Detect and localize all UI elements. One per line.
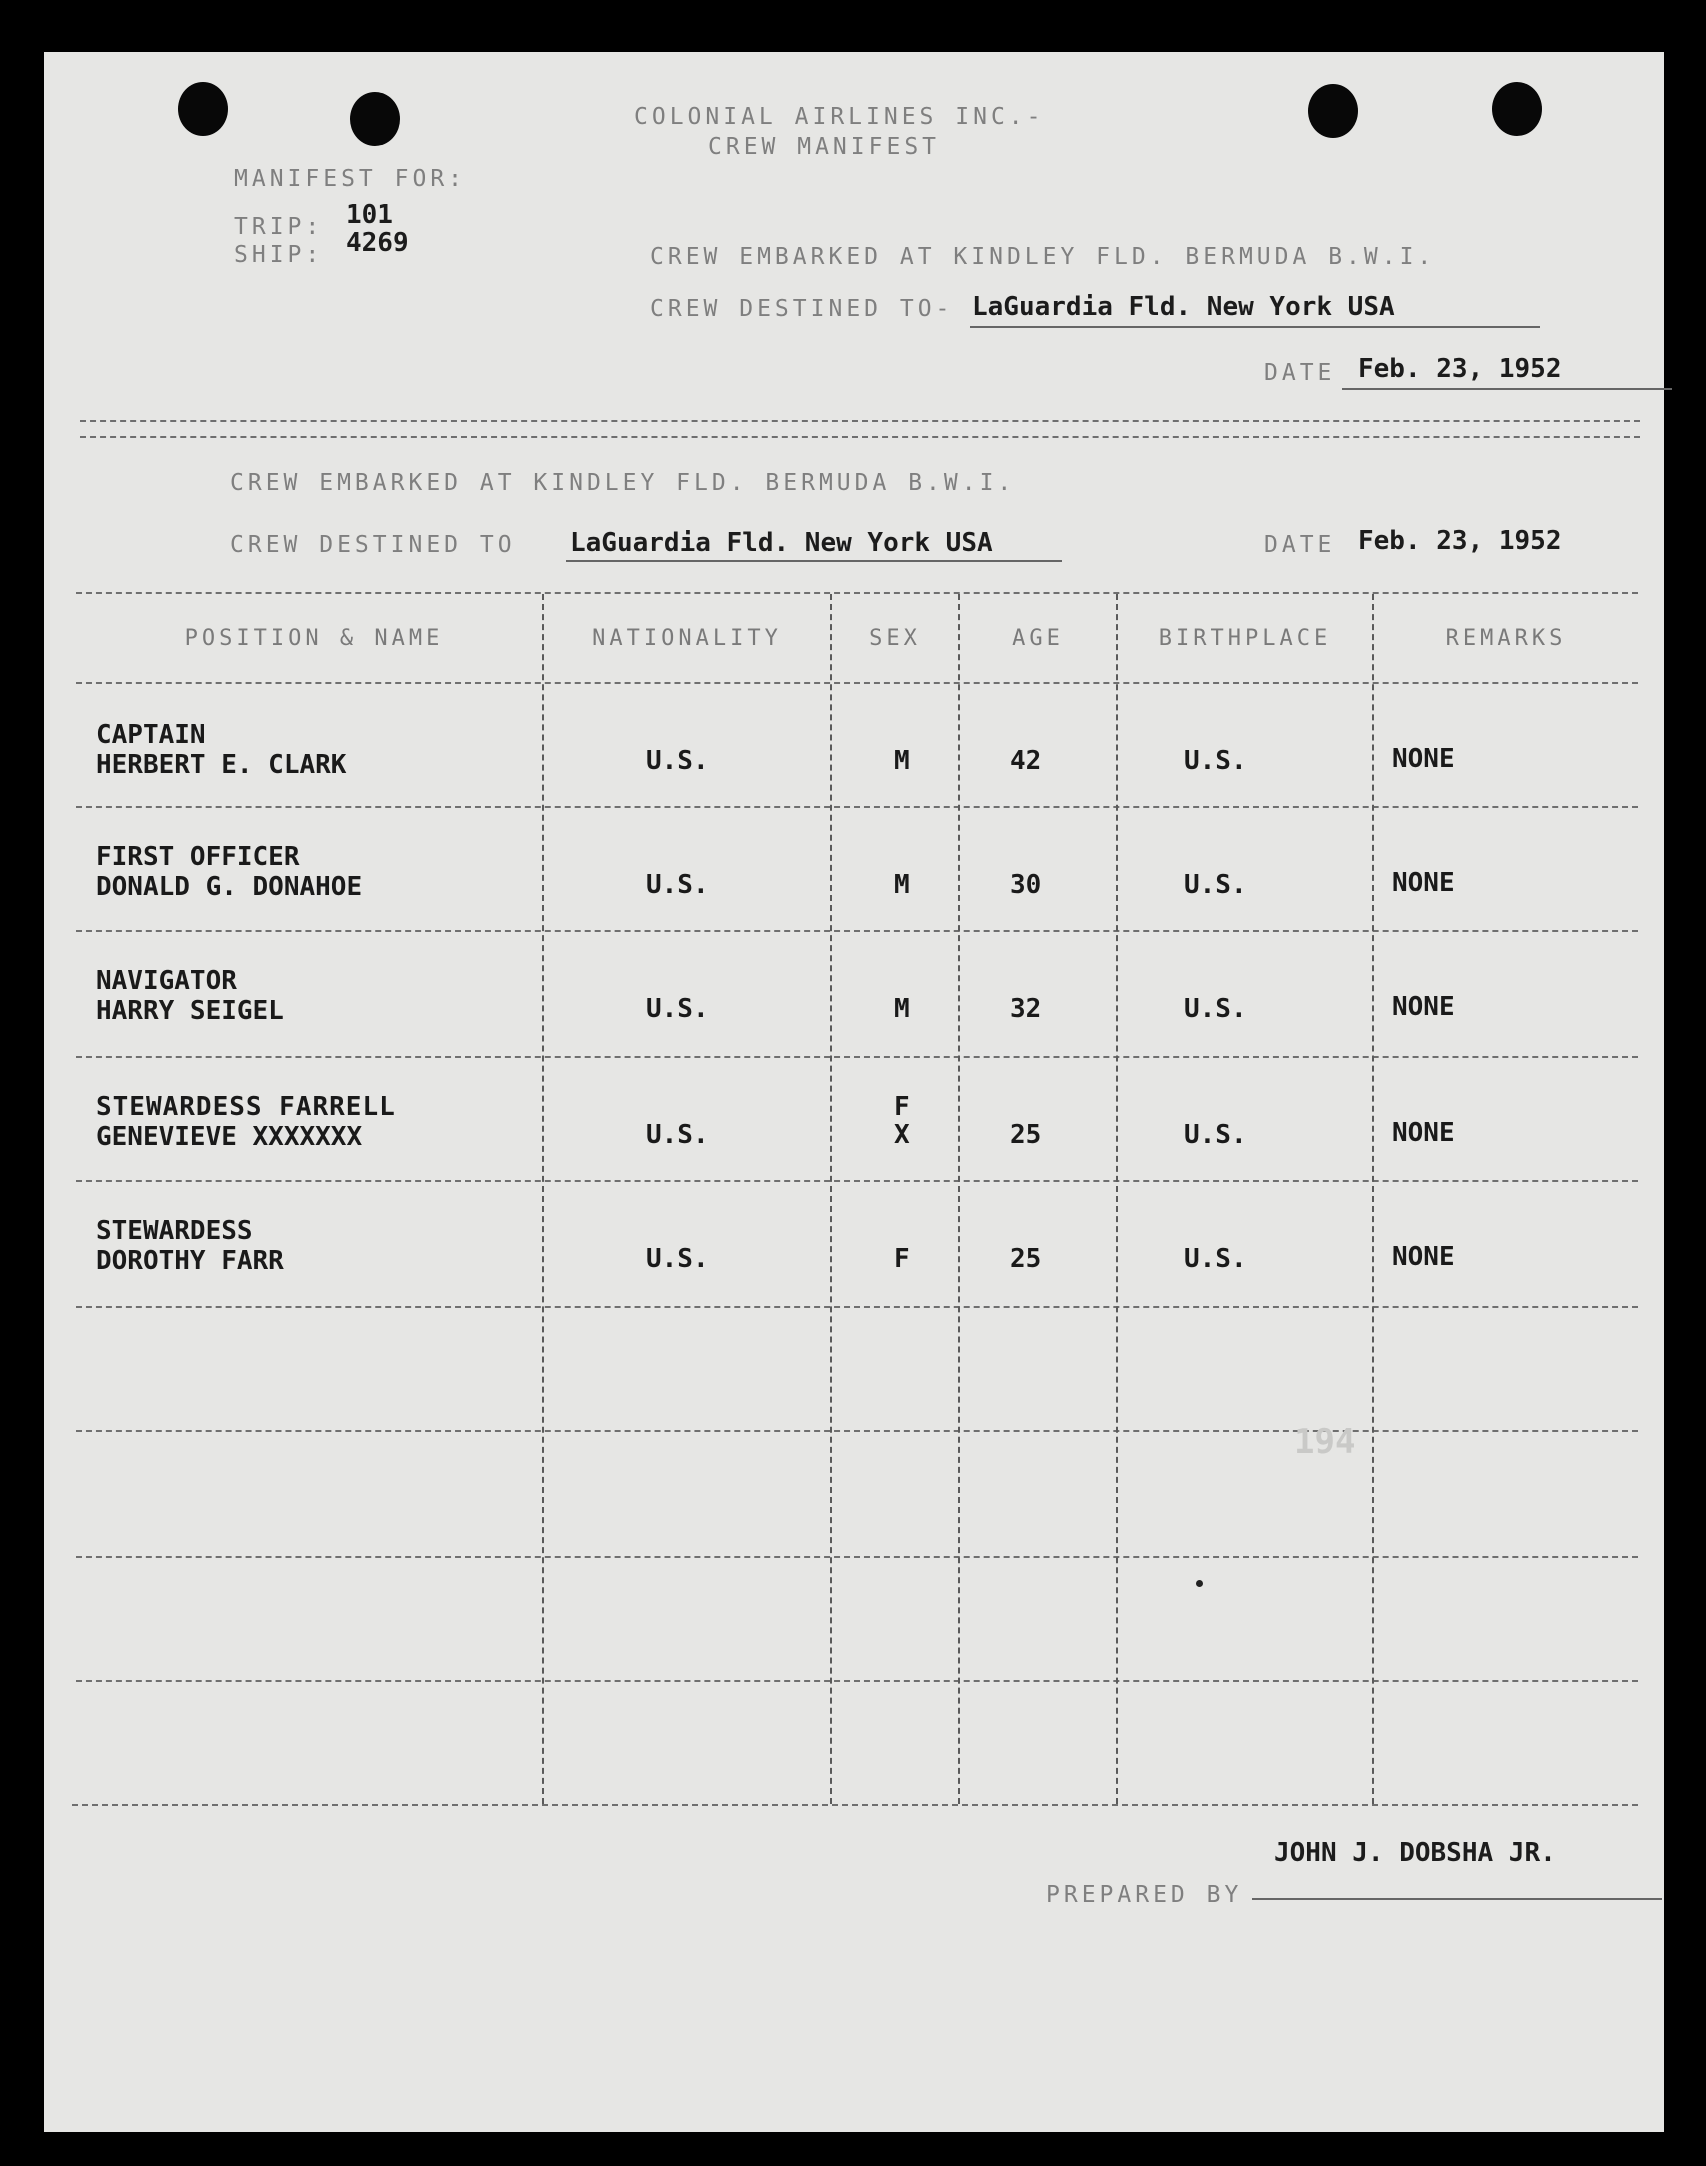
row-age: 25 xyxy=(1010,1244,1042,1274)
table-bottom-line xyxy=(72,1804,1638,1806)
row-remarks: NONE xyxy=(1392,744,1455,774)
row-position: NAVIGATOR xyxy=(96,966,237,996)
embarked-text: CREW EMBARKED AT KINDLEY FLD. BERMUDA B.W.I. xyxy=(650,244,1436,270)
row-birthplace: U.S. xyxy=(1184,1244,1247,1274)
date-value: Feb. 23, 1952 xyxy=(1358,354,1562,384)
stray-dot xyxy=(1196,1580,1203,1587)
punch-hole-2 xyxy=(350,92,400,146)
destined-underline xyxy=(970,326,1540,328)
row-position: STEWARDESS FARRELL xyxy=(96,1092,396,1122)
col-divider-4 xyxy=(1116,594,1118,1804)
destined-value: LaGuardia Fld. New York USA xyxy=(972,292,1395,322)
punch-hole-1 xyxy=(178,82,228,136)
row-sex-overstrike: X xyxy=(894,1120,910,1150)
divider-1 xyxy=(80,420,1640,422)
row-sex: M xyxy=(894,994,910,1024)
row-line-3 xyxy=(76,1056,1638,1058)
company-name: COLONIAL AIRLINES INC.- xyxy=(634,104,1045,130)
row-position: STEWARDESS xyxy=(96,1216,253,1246)
document-title: CREW MANIFEST xyxy=(708,134,941,160)
row-nationality: U.S. xyxy=(646,1244,709,1274)
trip-label: TRIP: xyxy=(234,214,324,240)
row-age: 25 xyxy=(1010,1120,1042,1150)
row-birthplace: U.S. xyxy=(1184,994,1247,1024)
row-sex: M xyxy=(894,870,910,900)
table-top-line xyxy=(76,592,1638,594)
header-age: AGE xyxy=(1012,626,1064,651)
row-sex: M xyxy=(894,746,910,776)
prepared-by-underline xyxy=(1252,1898,1662,1900)
punch-hole-3 xyxy=(1308,84,1358,138)
col-divider-3 xyxy=(958,594,960,1804)
destined-underline-2 xyxy=(566,560,1062,562)
row-sex: F xyxy=(894,1244,910,1274)
col-divider-2 xyxy=(830,594,832,1804)
row-position: FIRST OFFICER xyxy=(96,842,300,872)
header-position-name: POSITION & NAME xyxy=(184,626,444,651)
destined-label: CREW DESTINED TO- xyxy=(650,296,954,322)
date-label-2: DATE xyxy=(1264,532,1336,558)
embarked-text-2: CREW EMBARKED AT KINDLEY FLD. BERMUDA B.W.I. xyxy=(230,470,1016,496)
trip-value: 101 xyxy=(346,200,393,230)
row-line-5 xyxy=(76,1306,1638,1308)
prepared-by-label: PREPARED BY xyxy=(1046,1882,1243,1908)
destined-value-2: LaGuardia Fld. New York USA xyxy=(570,528,993,558)
ship-label: SHIP: xyxy=(234,242,324,268)
date-label: DATE xyxy=(1264,360,1336,386)
row-line-6 xyxy=(76,1430,1638,1432)
row-remarks: NONE xyxy=(1392,992,1455,1022)
row-name: GENEVIEVE XXXXXXX xyxy=(96,1122,363,1152)
row-nationality: U.S. xyxy=(646,746,709,776)
row-remarks: NONE xyxy=(1392,1118,1455,1148)
header-nationality: NATIONALITY xyxy=(592,626,782,651)
date-underline xyxy=(1342,388,1672,390)
row-age: 32 xyxy=(1010,994,1042,1024)
header-remarks: REMARKS xyxy=(1445,626,1567,651)
row-birthplace: U.S. xyxy=(1184,1120,1247,1150)
row-line-1 xyxy=(76,806,1638,808)
ship-value: 4269 xyxy=(346,228,409,258)
row-birthplace: U.S. xyxy=(1184,870,1247,900)
preparer-name: JOHN J. DOBSHA JR. xyxy=(1274,1838,1556,1868)
row-name: DOROTHY FARR xyxy=(96,1246,284,1276)
row-name: DONALD G. DONAHOE xyxy=(96,872,363,902)
row-age: 42 xyxy=(1010,746,1042,776)
row-line-4 xyxy=(76,1180,1638,1182)
row-sex: F xyxy=(894,1092,910,1122)
row-name: HARRY SEIGEL xyxy=(96,996,284,1026)
row-nationality: U.S. xyxy=(646,994,709,1024)
faint-page-number: 194 xyxy=(1294,1422,1356,1462)
row-remarks: NONE xyxy=(1392,868,1455,898)
punch-hole-4 xyxy=(1492,82,1542,136)
row-birthplace: U.S. xyxy=(1184,746,1247,776)
destined-label-2: CREW DESTINED TO xyxy=(230,532,516,558)
row-line-7 xyxy=(76,1556,1638,1558)
table-header-line xyxy=(76,682,1638,684)
row-nationality: U.S. xyxy=(646,1120,709,1150)
header-birthplace: BIRTHPLACE xyxy=(1158,626,1332,651)
row-position: CAPTAIN xyxy=(96,720,206,750)
manifest-for-label: MANIFEST FOR: xyxy=(234,166,467,192)
col-divider-5 xyxy=(1372,594,1374,1804)
divider-2 xyxy=(80,436,1640,438)
row-line-8 xyxy=(76,1680,1638,1682)
row-remarks: NONE xyxy=(1392,1242,1455,1272)
date-value-2: Feb. 23, 1952 xyxy=(1358,526,1562,556)
header-sex: SEX xyxy=(869,626,921,651)
col-divider-1 xyxy=(542,594,544,1804)
manifest-sheet xyxy=(44,52,1664,2132)
row-age: 30 xyxy=(1010,870,1042,900)
row-line-2 xyxy=(76,930,1638,932)
row-nationality: U.S. xyxy=(646,870,709,900)
row-name: HERBERT E. CLARK xyxy=(96,750,347,780)
